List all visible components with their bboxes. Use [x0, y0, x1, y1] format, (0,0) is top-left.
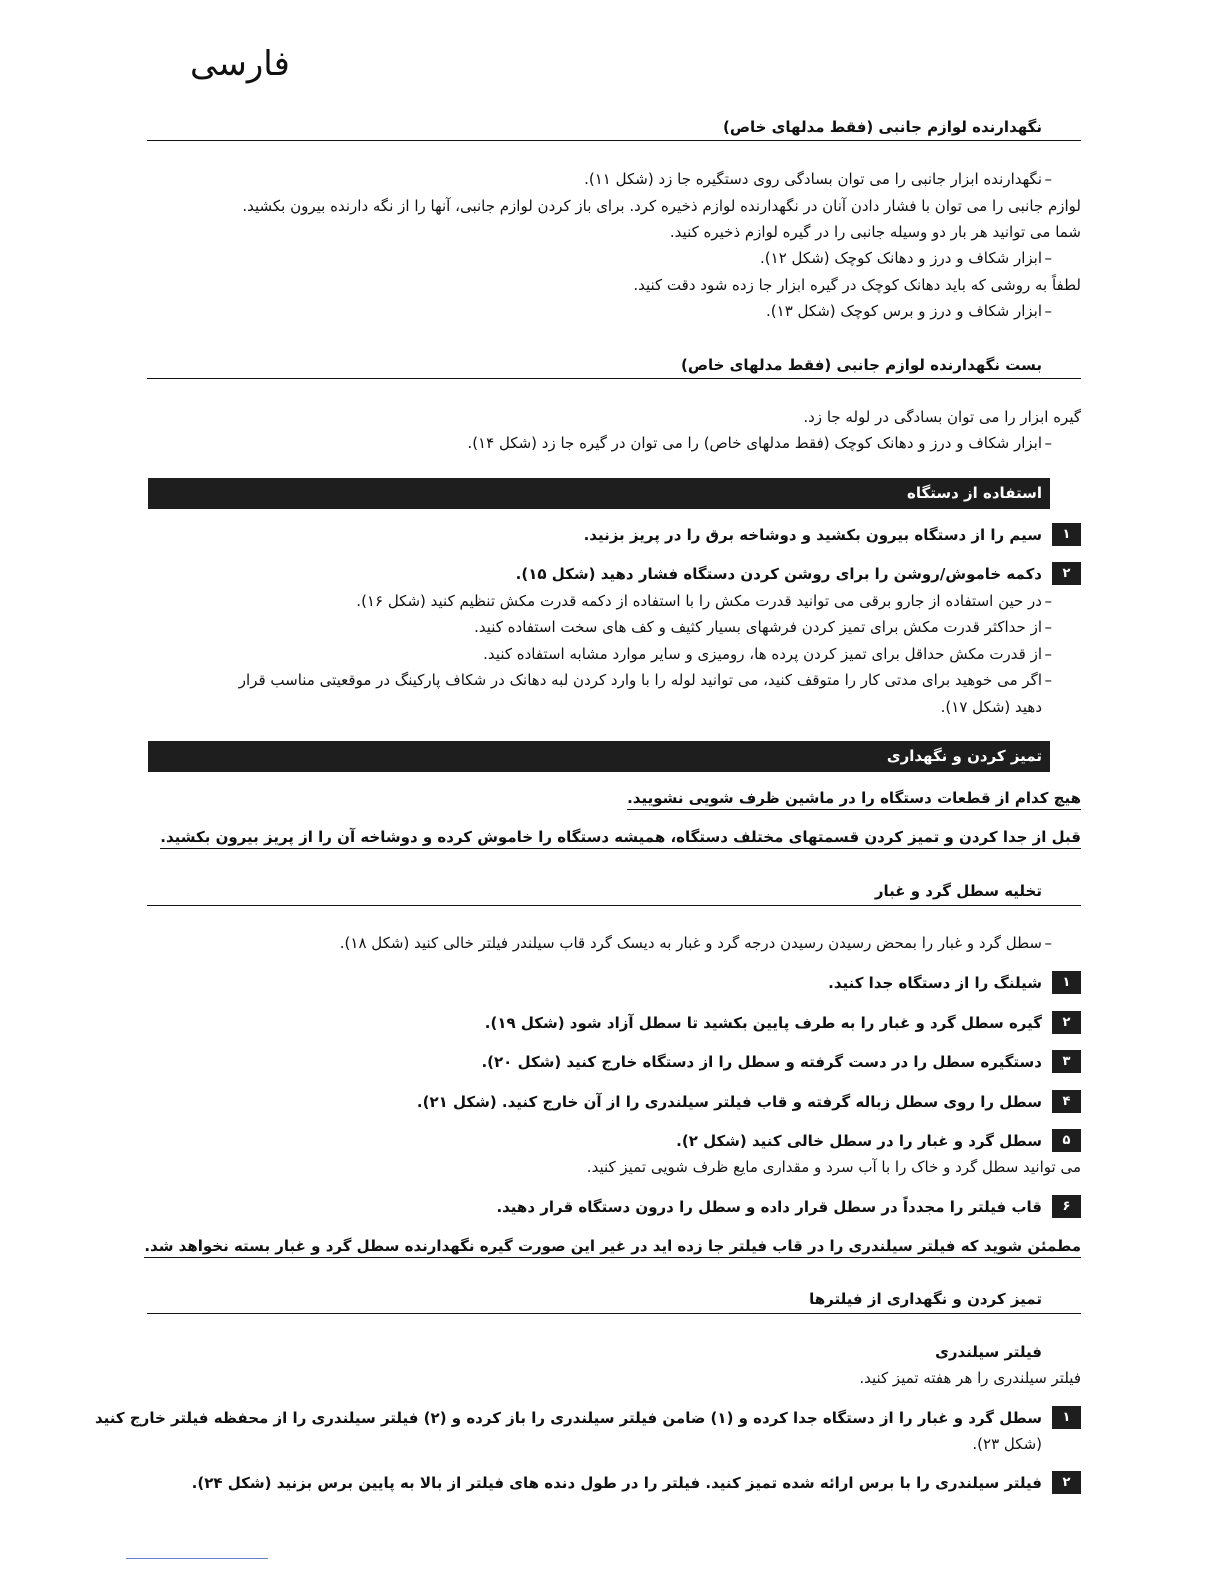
list-dash: – — [1044, 302, 1052, 320]
step-text: سطل گرد و غبار را از دستگاه جدا کرده و (۱) ضامن فیلتر سیلندری را باز کرده و (۲) فیلتر سیلندری را از محفظه فیلتر خارج کنید — [95, 1409, 1042, 1427]
step-number: ۱ — [1052, 1406, 1081, 1429]
step-text-continued: (شکل ۲۳). — [972, 1435, 1042, 1453]
band-tab — [1050, 478, 1078, 509]
step-text: فیلتر سیلندری را با برس ارائه شده تمیز کنید. فیلتر را در طول دنده های فیلتر از بالا به پایین برس بزنید (شکل ۲۴). — [191, 1474, 1042, 1492]
section-rule — [147, 1313, 1081, 1314]
bullet-text: سطل گرد و غبار را بمحض رسیدن رسیدن درجه گرد و غبار به دیسک گرد قاب سیلندر فیلتر خالی کنید (شکل ۱۸). — [339, 934, 1042, 952]
warning-text: هیچ کدام از قطعات دستگاه را در ماشین ظرف شویی نشویید. — [627, 789, 1081, 810]
bullet-text: در حین استفاده از جارو برقی می توانید قدرت مکش را با استفاده از دکمه قدرت مکش تنظیم کنید (شکل ۱۶). — [356, 592, 1042, 610]
step-number: ۲ — [1052, 562, 1081, 585]
text-line: ابزار شکاف و درز و دهانک کوچک (فقط مدلهای خاص) را می توان در گیره جا زد (شکل ۱۴). — [467, 434, 1042, 452]
step-text: گیره سطل گرد و غبار را به طرف پایین بکشید تا سطل آزاد شود (شکل ۱۹). — [484, 1014, 1042, 1032]
text-line: می توانید سطل گرد و خاک را با آب سرد و مقداری مایع ظرف شویی تمیز کنید. — [586, 1158, 1081, 1176]
step-text: سیم را از دستگاه بیرون بکشید و دوشاخه برق را در پریز بزنید. — [583, 526, 1042, 544]
text-line: فیلتر سیلندری را هر هفته تمیز کنید. — [859, 1369, 1081, 1387]
text-line: ابزار شکاف و درز و برس کوچک (شکل ۱۳). — [766, 302, 1042, 320]
step-text: شیلنگ را از دستگاه جدا کنید. — [828, 974, 1042, 992]
warning-text: قبل از جدا کردن و تمیز کردن قسمتهای مختلف دستگاه، همیشه دستگاه را خاموش کرده و دوشاخه آن را از پریز بیرون بکشید. — [160, 828, 1081, 849]
list-dash: – — [1044, 934, 1052, 952]
section-heading-accessory-clip: بست نگهدارنده لوازم جانبی (فقط مدلهای خاص) — [680, 356, 1042, 374]
section-heading-filters: تمیز کردن و نگهداری از فیلترها — [809, 1290, 1042, 1308]
footer-rule — [126, 1558, 268, 1559]
step-text: سطل گرد و غبار را در سطل خالی کنید (شکل ۲). — [676, 1132, 1042, 1150]
list-dash: – — [1044, 645, 1052, 663]
step-text: قاب فیلتر را مجدداً در سطل قرار داده و سطل را درون دستگاه قرار دهید. — [496, 1198, 1042, 1216]
step-text: سطل را روی سطل زباله گرفته و قاب فیلتر سیلندری را از آن خارج کنید. (شکل ۲۱). — [416, 1093, 1042, 1111]
bullet-text: اگر می خوهید برای مدتی کار را متوقف کنید، می توانید لوله را با وارد کردن لبه دهانک در شکاف پارکینگ در موقعیتی مناسب قرار — [238, 671, 1042, 689]
text-line: شما می توانید هر بار دو وسیله جانبی را در گیره لوازم ذخیره کنید. — [669, 223, 1081, 241]
text-line: ابزار شکاف و درز و دهانک کوچک (شکل ۱۲). — [760, 249, 1042, 267]
section-heading-emptying-bin: تخلیه سطل گرد و غبار — [874, 882, 1042, 900]
warning-text: مطمئن شوید که فیلتر سیلندری را در قاب فیلتر جا زده اید در غیر این صورت گیره نگهدارنده سطل گرد و غبار بسته نخواهد شد. — [144, 1237, 1081, 1258]
text-line: لوازم جانبی را می توان با فشار دادن آنان در نگهدارنده لوازم ذخیره کرد. برای باز کردن لوازم جانبی، آنها را از نگه دارنده بیرون بکشید. — [242, 197, 1081, 215]
section-band-cleaning — [148, 741, 1078, 772]
section-rule — [147, 905, 1081, 906]
section-rule — [147, 140, 1081, 141]
step-number: ۳ — [1052, 1050, 1081, 1073]
step-number: ۴ — [1052, 1090, 1081, 1113]
step-text: دستگیره سطل را در دست گرفته و سطل را از دستگاه خارج کنید (شکل ۲۰). — [481, 1053, 1042, 1071]
section-heading-accessory-holder: نگهدارنده لوازم جانبی (فقط مدلهای خاص) — [722, 118, 1042, 136]
text-line: نگهدارنده ابزار جانبی را می توان بسادگی روی دستگیره جا زد (شکل ۱۱). — [584, 170, 1042, 188]
section-rule — [147, 378, 1081, 379]
step-number: ۶ — [1052, 1195, 1081, 1218]
step-number: ۲ — [1052, 1011, 1081, 1034]
list-dash: – — [1044, 671, 1052, 689]
text-line: گیره ابزار را می توان بسادگی در لوله جا زد. — [803, 408, 1081, 426]
language-title: فارسی — [190, 44, 290, 84]
step-text: دکمه خاموش/روشن را برای روشن کردن دستگاه فشار دهید (شکل ۱۵). — [515, 565, 1042, 583]
band-title: تمیز کردن و نگهداری — [886, 747, 1042, 765]
section-band-using-appliance — [148, 478, 1078, 509]
band-tab — [1050, 741, 1078, 772]
step-number: ۱ — [1052, 523, 1081, 546]
bullet-text: از قدرت مکش حداقل برای تمیز کردن پرده ها، رومیزی و سایر موارد مشابه استفاده کنید. — [483, 645, 1042, 663]
subheading-cylinder-filter: فیلتر سیلندری — [935, 1343, 1042, 1361]
step-number: ۲ — [1052, 1471, 1081, 1494]
list-dash: – — [1044, 592, 1052, 610]
text-line: لطفاً به روشی که باید دهانک کوچک در گیره ابزار جا زده شود دقت کنید. — [633, 276, 1081, 294]
list-dash: – — [1044, 618, 1052, 636]
band-title: استفاده از دستگاه — [907, 484, 1042, 502]
step-number: ۱ — [1052, 971, 1081, 994]
bullet-text: از حداکثر قدرت مکش برای تمیز کردن فرشهای بسیار کثیف و کف های سخت استفاده کنید. — [474, 618, 1042, 636]
bullet-text-continued: دهید (شکل ۱۷). — [940, 698, 1042, 716]
step-number: ۵ — [1052, 1129, 1081, 1152]
list-dash: – — [1044, 434, 1052, 452]
list-dash: – — [1044, 170, 1052, 188]
list-dash: – — [1044, 249, 1052, 267]
